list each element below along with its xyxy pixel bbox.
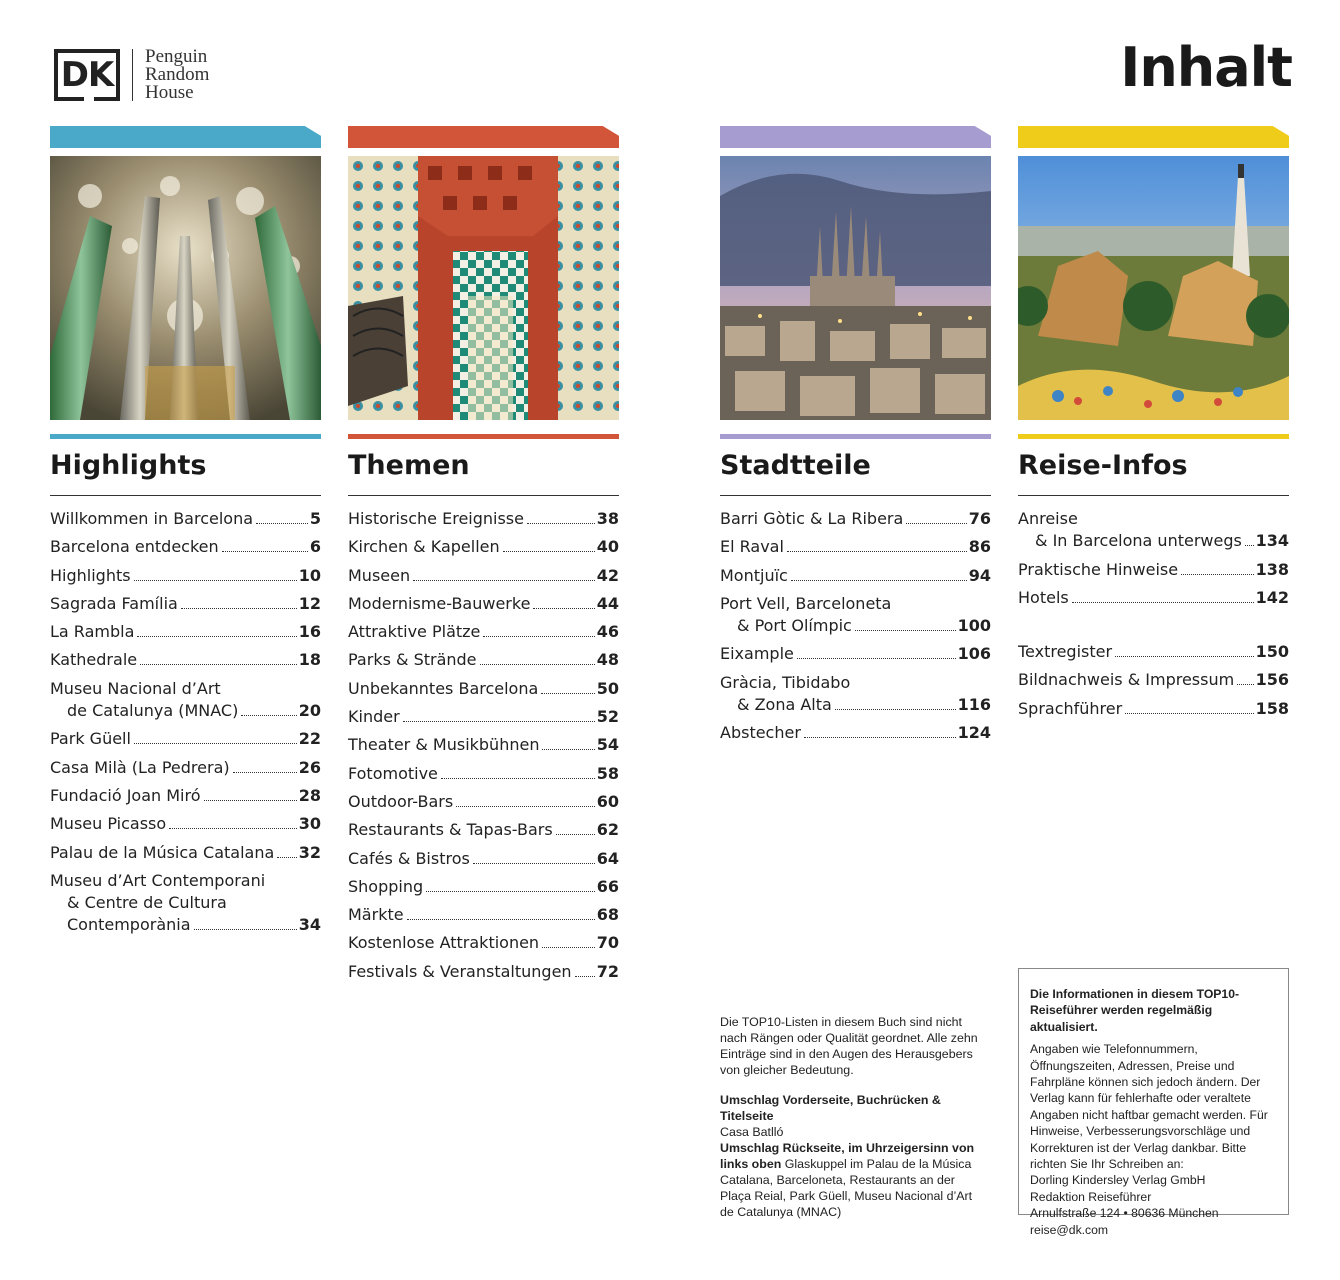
section-title: Stadtteile xyxy=(720,450,871,481)
toc-entry[interactable] xyxy=(50,870,321,937)
toc-entry[interactable] xyxy=(720,536,991,558)
toc-list xyxy=(1018,508,1289,720)
toc-page-number: 28 xyxy=(298,785,321,805)
toc-leader-dots xyxy=(804,737,956,738)
toc-leader-dots xyxy=(1072,602,1254,603)
section-rule xyxy=(50,434,321,439)
section-rule xyxy=(1018,434,1289,439)
toc-leader-dots xyxy=(1125,713,1253,714)
toc-entry-title: Museu d’Art Contemporani xyxy=(50,870,266,890)
toc-entry-title: Märkte xyxy=(348,905,404,925)
toc-entry-title: Restaurants & Tapas-Bars xyxy=(348,820,553,840)
toc-leader-dots xyxy=(797,658,956,659)
toc-leader-dots xyxy=(426,891,595,892)
toc-page-number: 142 xyxy=(1255,587,1289,607)
update-info-box xyxy=(1018,968,1289,1237)
toc-page-number: 150 xyxy=(1255,642,1289,662)
cover-back-heading: Umschlag Rückseite, im Uhrzeigersinn von links oben xyxy=(720,1141,975,1171)
toc-entry-title: Hotels xyxy=(1018,587,1069,607)
toc-entry-title: El Raval xyxy=(720,537,784,557)
publisher-name-line: Penguin xyxy=(145,46,208,67)
toc-entry-title: Kathedrale xyxy=(50,650,138,670)
toc-entry[interactable] xyxy=(50,813,321,835)
toc-page-number: 42 xyxy=(596,565,619,585)
toc-entry-title: Contemporània xyxy=(67,915,191,935)
toc-entry[interactable] xyxy=(348,876,619,898)
toc-page-number: 68 xyxy=(596,905,619,925)
section-stadtteile xyxy=(720,126,991,751)
toc-entry[interactable] xyxy=(50,757,321,779)
toc-entry-title: Sagrada Família xyxy=(50,593,178,613)
info-body: Angaben wie Telefonnummern, Öffnungszeiten, Adressen, Preise und Fahrpläne können sich jedoch ändern. Der Verlag kann für fehlerhafte oder veraltete Angaben nicht haftbar gemacht werden. Für Hinweise, Verbesserungsvorschläge und Korrekturen ist der Verlag dankbar. Bitte richten Sie Ihr Schreiben an: xyxy=(1030,1042,1268,1172)
publisher-name xyxy=(145,48,209,102)
section-themen xyxy=(348,126,619,989)
toc-entry-title: Port Vell, Barceloneta xyxy=(720,593,892,613)
info-address-line: Arnulfstraße 124 • 80636 München xyxy=(1030,1206,1219,1221)
toc-entry[interactable] xyxy=(348,706,619,728)
toc-leader-dots xyxy=(241,715,296,716)
toc-entry[interactable] xyxy=(50,678,321,723)
toc-page-number: 86 xyxy=(968,537,991,557)
toc-leader-dots xyxy=(542,947,595,948)
toc-entry-title: Outdoor-Bars xyxy=(348,791,454,811)
toc-entry[interactable] xyxy=(720,643,991,665)
toc-leader-dots xyxy=(194,929,297,930)
section-rule xyxy=(720,434,991,439)
toc-entry[interactable] xyxy=(720,722,991,744)
toc-page-number: 30 xyxy=(298,814,321,834)
section-title: Reise-Infos xyxy=(1018,450,1188,481)
toc-entry-title: Sprachführer xyxy=(1018,698,1123,718)
toc-page-number: 12 xyxy=(298,593,321,613)
toc-entry-title: Cafés & Bistros xyxy=(348,848,470,868)
toc-entry-title: de Catalunya (MNAC) xyxy=(67,701,239,721)
toc-entry-title: Bildnachweis & Impressum xyxy=(1018,670,1235,690)
toc-page-number: 18 xyxy=(298,650,321,670)
section-title: Themen xyxy=(348,450,470,481)
toc-page-number: 116 xyxy=(957,695,991,715)
toc-entry-title: Fundació Joan Miró xyxy=(50,785,201,805)
publisher-name-line: Random xyxy=(145,64,210,85)
toc-leader-dots xyxy=(134,743,297,744)
section-photo-sagrada-familia-interior xyxy=(50,156,321,420)
toc-leader-dots xyxy=(181,608,297,609)
toc-leader-dots xyxy=(473,863,595,864)
toc-leader-dots xyxy=(533,608,594,609)
page-title: Inhalt xyxy=(1120,36,1292,99)
toc-page-number: 20 xyxy=(298,701,321,721)
toc-leader-dots xyxy=(233,772,297,773)
toc-page-number: 66 xyxy=(596,876,619,896)
toc-entry[interactable] xyxy=(348,932,619,954)
toc-entry[interactable] xyxy=(720,672,991,717)
toc-leader-dots xyxy=(855,630,956,631)
toc-entry[interactable] xyxy=(1018,641,1289,663)
toc-entry-title: Textregister xyxy=(1018,642,1113,662)
toc-entry[interactable] xyxy=(50,728,321,750)
toc-page-number: 32 xyxy=(298,842,321,862)
toc-leader-dots xyxy=(413,580,595,581)
toc-page-number: 5 xyxy=(309,509,321,528)
toc-entry[interactable] xyxy=(348,763,619,785)
toc-entry[interactable] xyxy=(50,565,321,587)
toc-entry[interactable] xyxy=(348,791,619,813)
toc-leader-dots xyxy=(403,721,595,722)
toc-entry-title: Willkommen in Barcelona xyxy=(50,509,254,528)
toc-entry-title: & In Barcelona unterwegs xyxy=(1035,531,1242,551)
toc-page-number: 10 xyxy=(298,565,321,585)
toc-entry-title: Barcelona entdecken xyxy=(50,537,219,557)
toc-page-number: 54 xyxy=(596,735,619,755)
toc-leader-dots xyxy=(835,709,956,710)
logo-divider xyxy=(132,49,133,101)
section-title: Highlights xyxy=(50,450,207,481)
toc-entry[interactable] xyxy=(1018,508,1289,553)
toc-entry-title: Unbekanntes Barcelona xyxy=(348,678,539,698)
toc-entry[interactable] xyxy=(50,536,321,558)
toc-entry[interactable] xyxy=(50,785,321,807)
toc-leader-dots xyxy=(483,636,594,637)
toc-page-number: 94 xyxy=(968,565,991,585)
toc-entry-title: & Centre de Cultura xyxy=(67,893,227,913)
toc-page-number: 156 xyxy=(1255,670,1289,690)
toc-page-number: 72 xyxy=(596,961,619,981)
toc-entry-title: Praktische Hinweise xyxy=(1018,559,1179,579)
toc-page-number: 6 xyxy=(309,537,321,557)
toc-entry[interactable] xyxy=(348,678,619,700)
toc-gap xyxy=(1018,615,1289,641)
toc-entry[interactable] xyxy=(348,734,619,756)
toc-page-number: 44 xyxy=(596,593,619,613)
toc-page-number: 60 xyxy=(596,791,619,811)
publisher-logo xyxy=(54,48,209,102)
toc-leader-dots xyxy=(137,636,296,637)
toc-page-number: 58 xyxy=(596,763,619,783)
toc-entry[interactable] xyxy=(348,536,619,558)
toc-page-number: 50 xyxy=(596,678,619,698)
toc-leader-dots xyxy=(556,834,595,835)
toc-entry[interactable] xyxy=(1018,587,1289,609)
toc-entry-title: Museu Picasso xyxy=(50,814,167,834)
toc-leader-dots xyxy=(787,551,967,552)
toc-page-number: 34 xyxy=(298,915,321,935)
publisher-name-line: House xyxy=(145,82,194,103)
toc-page-number: 46 xyxy=(596,622,619,642)
toc-entry[interactable] xyxy=(50,649,321,671)
top10-note xyxy=(720,1014,985,1220)
toc-page-number: 62 xyxy=(596,820,619,840)
toc-leader-dots xyxy=(256,523,308,524)
toc-entry-title: Abstecher xyxy=(720,723,801,743)
toc-page-number: 48 xyxy=(596,650,619,670)
toc-entry[interactable] xyxy=(348,649,619,671)
toc-leader-dots xyxy=(541,693,594,694)
section-photo-park-guell-view xyxy=(1018,156,1289,420)
section-divider xyxy=(348,495,619,496)
toc-page-number: 106 xyxy=(957,644,991,664)
toc-list xyxy=(50,508,321,937)
toc-entry[interactable] xyxy=(348,621,619,643)
toc-leader-dots xyxy=(1181,574,1253,575)
toc-entry-title: Attraktive Plätze xyxy=(348,622,481,642)
dk-logo: DK xyxy=(54,49,120,101)
toc-page-number: 134 xyxy=(1255,531,1289,551)
toc-leader-dots xyxy=(441,778,595,779)
toc-entry-title: Kirchen & Kapellen xyxy=(348,537,500,557)
section-highlights xyxy=(50,126,321,943)
toc-leader-dots xyxy=(1115,656,1254,657)
toc-page-number: 52 xyxy=(596,707,619,727)
toc-leader-dots xyxy=(575,976,595,977)
toc-leader-dots xyxy=(906,523,966,524)
info-address-line: Dorling Kindersley Verlag GmbH xyxy=(1030,1173,1206,1188)
toc-entry[interactable] xyxy=(348,848,619,870)
cover-front-text: Casa Batlló xyxy=(720,1125,784,1139)
toc-entry-title: Museen xyxy=(348,565,411,585)
info-email: reise@dk.com xyxy=(1030,1222,1109,1237)
toc-entry-title: Parks & Strände xyxy=(348,650,477,670)
toc-page-number: 38 xyxy=(596,509,619,528)
toc-entry[interactable] xyxy=(50,842,321,864)
toc-entry-title: La Rambla xyxy=(50,622,135,642)
toc-entry[interactable] xyxy=(348,961,619,983)
toc-entry-title: Kostenlose Attraktionen xyxy=(348,933,540,953)
toc-leader-dots xyxy=(222,551,308,552)
toc-leader-dots xyxy=(134,580,297,581)
toc-list xyxy=(720,508,991,745)
section-photo-city-skyline-sagrada xyxy=(720,156,991,420)
toc-entry[interactable] xyxy=(348,565,619,587)
section-tab xyxy=(50,126,321,148)
section-reise-infos xyxy=(1018,126,1289,726)
section-tab xyxy=(720,126,991,148)
toc-entry-title: & Zona Alta xyxy=(737,695,832,715)
toc-page-number: 70 xyxy=(596,933,619,953)
toc-entry[interactable] xyxy=(50,621,321,643)
toc-entry-title: & Port Olímpic xyxy=(737,616,852,636)
toc-entry-title: Gràcia, Tibidabo xyxy=(720,672,851,692)
toc-entry-title: Theater & Musikbühnen xyxy=(348,735,540,755)
section-photo-casa-vicens-facade xyxy=(348,156,619,420)
toc-leader-dots xyxy=(791,580,967,581)
toc-entry-title: Modernisme-Bauwerke xyxy=(348,593,531,613)
toc-page-number: 76 xyxy=(968,509,991,528)
toc-page-number: 124 xyxy=(957,723,991,743)
toc-entry[interactable] xyxy=(720,593,991,638)
toc-entry[interactable] xyxy=(348,904,619,926)
toc-entry-title: Kinder xyxy=(348,707,400,727)
toc-leader-dots xyxy=(277,857,296,858)
toc-leader-dots xyxy=(407,919,595,920)
toc-entry[interactable] xyxy=(1018,669,1289,691)
section-divider xyxy=(1018,495,1289,496)
toc-entry[interactable] xyxy=(348,593,619,615)
section-tab xyxy=(1018,126,1289,148)
toc-entry-title: Eixample xyxy=(720,644,794,664)
toc-page-number: 64 xyxy=(596,848,619,868)
section-divider xyxy=(720,495,991,496)
toc-entry[interactable] xyxy=(720,508,991,530)
toc-leader-dots xyxy=(169,828,297,829)
toc-entry-title: Palau de la Música Catalana xyxy=(50,842,275,862)
toc-leader-dots xyxy=(140,664,297,665)
toc-entry-title: Fotomotive xyxy=(348,763,438,783)
toc-page-number: 22 xyxy=(298,729,321,749)
toc-leader-dots xyxy=(542,749,594,750)
toc-entry-title: Anreise xyxy=(1018,509,1078,528)
section-rule xyxy=(348,434,619,439)
toc-entry-title: Barri Gòtic & La Ribera xyxy=(720,509,904,528)
toc-entry[interactable] xyxy=(50,508,321,530)
toc-leader-dots xyxy=(527,523,595,524)
toc-entry[interactable] xyxy=(720,565,991,587)
toc-entry[interactable] xyxy=(348,819,619,841)
toc-entry[interactable] xyxy=(50,593,321,615)
toc-leader-dots xyxy=(204,800,297,801)
cover-front-heading: Umschlag Vorderseite, Buchrücken & Titelseite xyxy=(720,1093,941,1123)
toc-leader-dots xyxy=(1237,684,1253,685)
toc-page-number: 100 xyxy=(957,616,991,636)
toc-page-number: 138 xyxy=(1255,559,1289,579)
toc-entry-title: Park Güell xyxy=(50,729,131,749)
top10-disclaimer: Die TOP10-Listen in diesem Buch sind nicht nach Rängen oder Qualität geordnet. Alle zehn Einträge sind in den Augen des Herausgebers von gleicher Bedeutung. xyxy=(720,1015,978,1077)
toc-page-number: 26 xyxy=(298,757,321,777)
toc-page-number: 16 xyxy=(298,622,321,642)
toc-entry-title: Festivals & Veranstaltungen xyxy=(348,961,572,981)
toc-leader-dots xyxy=(1245,545,1254,546)
toc-entry-title: Montjuïc xyxy=(720,565,788,585)
toc-entry-title: Historische Ereignisse xyxy=(348,509,524,528)
toc-entry-title: Museu Nacional d’Art xyxy=(50,678,221,698)
info-heading: Die Informationen in diesem TOP10-Reiseführer werden regelmäßig aktualisiert. xyxy=(1030,987,1240,1034)
toc-leader-dots xyxy=(456,806,595,807)
toc-entry-title: Highlights xyxy=(50,565,131,585)
toc-entry-title: Shopping xyxy=(348,876,424,896)
cover-back-text: Glaskuppel im Palau de la Música Catalana, Barceloneta, Restaurants an der Plaça Reial, Park Güell, Museu Nacional d’Art de Catalunya (MNAC) xyxy=(720,1157,973,1219)
toc-leader-dots xyxy=(503,551,595,552)
toc-list xyxy=(348,508,619,983)
section-divider xyxy=(50,495,321,496)
info-address-line: Redaktion Reiseführer xyxy=(1030,1189,1152,1204)
toc-entry[interactable] xyxy=(1018,559,1289,581)
toc-page-number: 158 xyxy=(1255,698,1289,718)
toc-leader-dots xyxy=(480,664,595,665)
toc-page-number: 40 xyxy=(596,537,619,557)
section-tab xyxy=(348,126,619,148)
toc-entry[interactable] xyxy=(348,508,619,530)
toc-entry-title: Casa Milà (La Pedrera) xyxy=(50,757,230,777)
toc-entry[interactable] xyxy=(1018,698,1289,720)
